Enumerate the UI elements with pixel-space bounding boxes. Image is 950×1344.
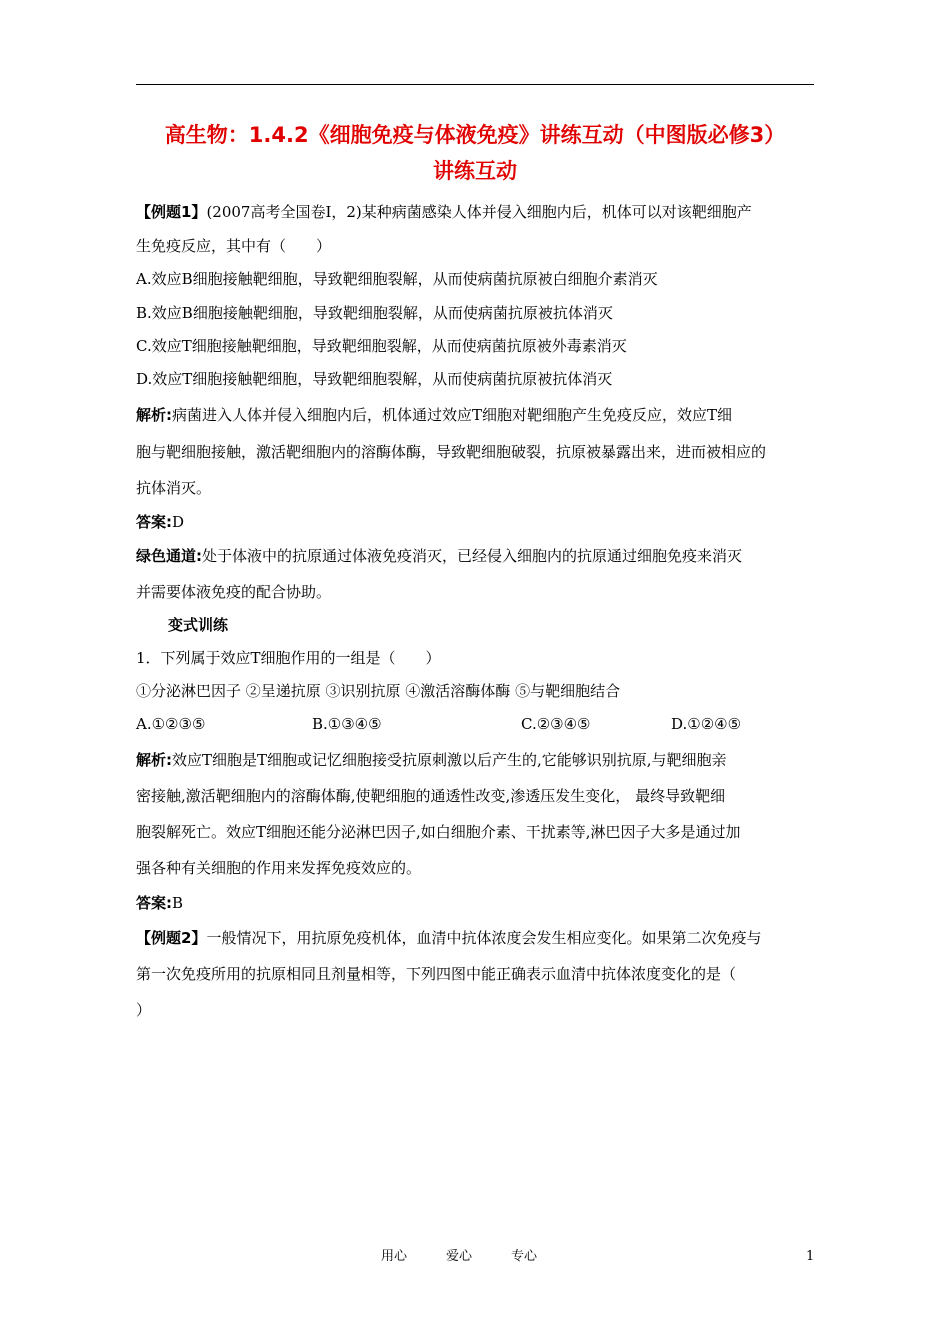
example2-line: [136, 928, 761, 948]
example2-line2: 第一次免疫所用的抗原相同且剂量相等，下列四图中能正确表示血清中抗体浓度变化的是（: [136, 965, 737, 983]
example1-option-b: B.效应B细胞接触靶细胞，导致靶细胞裂解，从而使病菌抗原被抗体消灭: [136, 304, 613, 322]
green-channel-line2: 并需要体液免疫的配合协助。: [136, 583, 332, 601]
variant-answer: [136, 893, 183, 913]
variant-analysis-line3: 胞裂解死亡。效应T细胞还能分泌淋巴因子,如白细胞介素、干扰素等,淋巴因子大多是通过加: [136, 823, 741, 841]
variant-items: ①分泌淋巴因子 ②呈递抗原 ③识别抗原 ④激活溶酶体酶 ⑤与靶细胞结合: [136, 682, 621, 700]
example1-analysis-label: 解析:: [136, 406, 172, 424]
example1-analysis-line2: 胞与靶细胞接触，激活靶细胞内的溶酶体酶，导致靶细胞破裂，抗原被暴露出来，进而被相应的: [136, 443, 767, 461]
variant-analysis-line4: 强各种有关细胞的作用来发挥免疫效应的。: [136, 859, 422, 877]
footer-slogan-1: 用心: [381, 1249, 408, 1264]
example1-option-a: A.效应B细胞接触靶细胞，导致靶细胞裂解，从而使病菌抗原被白细胞介素消灭: [136, 270, 658, 288]
example2-text: 一般情况下，用抗原免疫机体，血清中抗体浓度会发生相应变化。如果第二次免疫与: [206, 929, 762, 947]
example1-analysis-line3: 抗体消灭。: [136, 479, 212, 497]
example1-analysis-line: [136, 405, 732, 425]
example1-answer: [136, 512, 184, 532]
example2-tag: 【例题2】: [136, 929, 207, 947]
variant-option-a: A.①②③⑤: [136, 715, 206, 733]
variant-option-d: D.①②④⑤: [671, 715, 742, 733]
example1-question-text: (2007高考全国卷Ⅰ，2)某种病菌感染人体并侵入细胞内后，机体可以对该靶细胞产: [206, 203, 752, 221]
page-number: 1: [806, 1249, 815, 1264]
example1-question-line: [136, 202, 752, 222]
example1-tag: 【例题1】: [136, 203, 207, 221]
green-channel-line: [136, 546, 742, 566]
header-rule: [136, 84, 814, 85]
example1-answer-label: 答案:: [136, 513, 172, 531]
variant-option-c: C.②③④⑤: [521, 715, 591, 733]
variant-heading: 变式训练: [168, 616, 229, 634]
example1-option-d: D.效应T细胞接触靶细胞，导致靶细胞裂解，从而使病菌抗原被抗体消灭: [136, 370, 613, 388]
variant-analysis-label: 解析:: [136, 751, 172, 769]
variant-answer-value: B: [172, 894, 184, 912]
variant-answer-label: 答案:: [136, 894, 172, 912]
variant-analysis-line: [136, 750, 727, 770]
example1-option-c: C.效应T细胞接触靶细胞，导致靶细胞裂解，从而使病菌抗原被外毒素消灭: [136, 337, 627, 355]
variant-analysis-text: 效应T细胞是T细胞或记忆细胞接受抗原刺激以后产生的,它能够识别抗原,与靶细胞亲: [172, 751, 727, 769]
example1-question-line2: 生免疫反应，其中有（ ）: [136, 237, 332, 255]
footer-slogan-2: 爱心: [446, 1249, 473, 1264]
variant-question: 1．下列属于效应T细胞作用的一组是（ ）: [136, 649, 441, 667]
document-subtitle: 讲练互动: [433, 159, 517, 183]
green-channel-text: 处于体液中的抗原通过体液免疫消灭，已经侵入细胞内的抗原通过细胞免疫来消灭: [202, 547, 743, 565]
example1-answer-value: D: [172, 513, 185, 531]
variant-option-b: B.①③④⑤: [312, 715, 382, 733]
document-title: 高生物：1.4.2《细胞免疫与体液免疫》讲练互动（中图版必修3）: [164, 123, 786, 147]
green-channel-label: 绿色通道:: [136, 547, 202, 565]
variant-analysis-line2: 密接触,激活靶细胞内的溶酶体酶,使靶细胞的通透性改变,渗透压发生变化， 最终导致靶细: [136, 787, 726, 805]
footer-slogan-3: 专心: [511, 1249, 538, 1264]
example1-analysis-text: 病菌进入人体并侵入细胞内后，机体通过效应T细胞对靶细胞产生免疫反应，效应T细: [172, 406, 733, 424]
example2-line3: ）: [136, 1001, 152, 1019]
